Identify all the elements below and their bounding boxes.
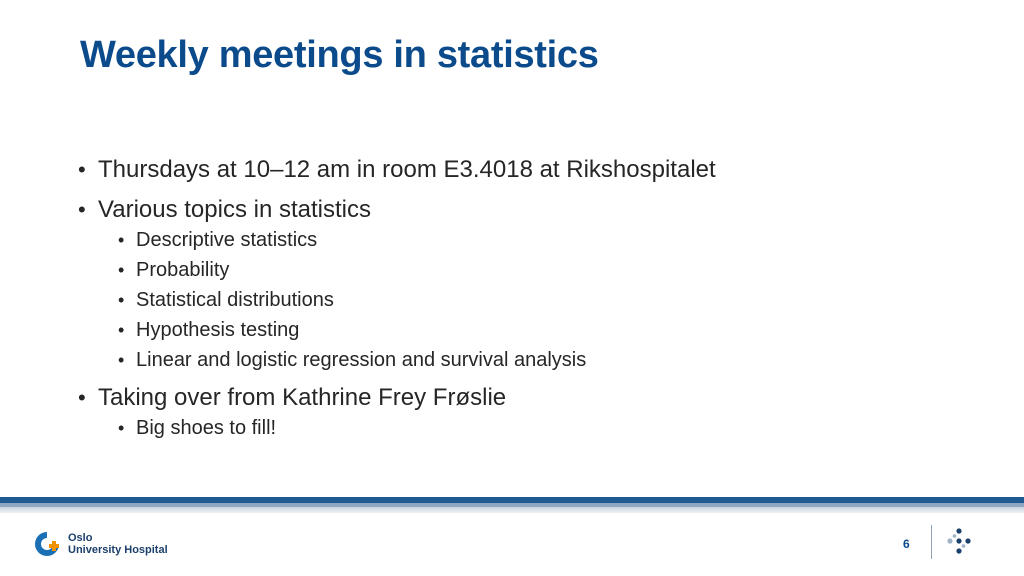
- sub-bullet-item: • Hypothesis testing: [116, 316, 978, 346]
- sub-bullet-item: • Big shoes to fill!: [116, 414, 978, 444]
- hospital-logo-text: [68, 532, 168, 556]
- page-number: 6: [903, 537, 910, 551]
- sub-bullet-item: • Probability: [116, 256, 978, 286]
- sub-bullet-item: • Linear and logistic regression and survival analysis: [116, 346, 978, 376]
- sub-bullet-list: [78, 414, 978, 444]
- logo-line-oslo: Oslo: [68, 532, 93, 544]
- bullet-item: • Taking over from Kathrine Frey Frøslie: [78, 380, 978, 420]
- hospital-logo: [32, 529, 168, 559]
- bullet-item: • Thursdays at 10–12 am in room E3.4018 at Rikshospitalet: [78, 152, 978, 192]
- sub-bullet-list: [78, 226, 978, 376]
- bullet-list: [78, 152, 978, 448]
- dots-cross-icon: [946, 527, 972, 555]
- slide-footer: [0, 513, 1024, 576]
- footer-divider: [931, 525, 932, 559]
- sub-bullet-item: • Descriptive statistics: [116, 226, 978, 256]
- logo-line-hospital: University Hospital: [68, 544, 168, 556]
- hospital-logo-icon: [32, 529, 62, 559]
- slide-title: Weekly meetings in statistics: [80, 34, 599, 76]
- sub-bullet-item: • Statistical distributions: [116, 286, 978, 316]
- bullet-item: • Various topics in statistics: [78, 192, 978, 232]
